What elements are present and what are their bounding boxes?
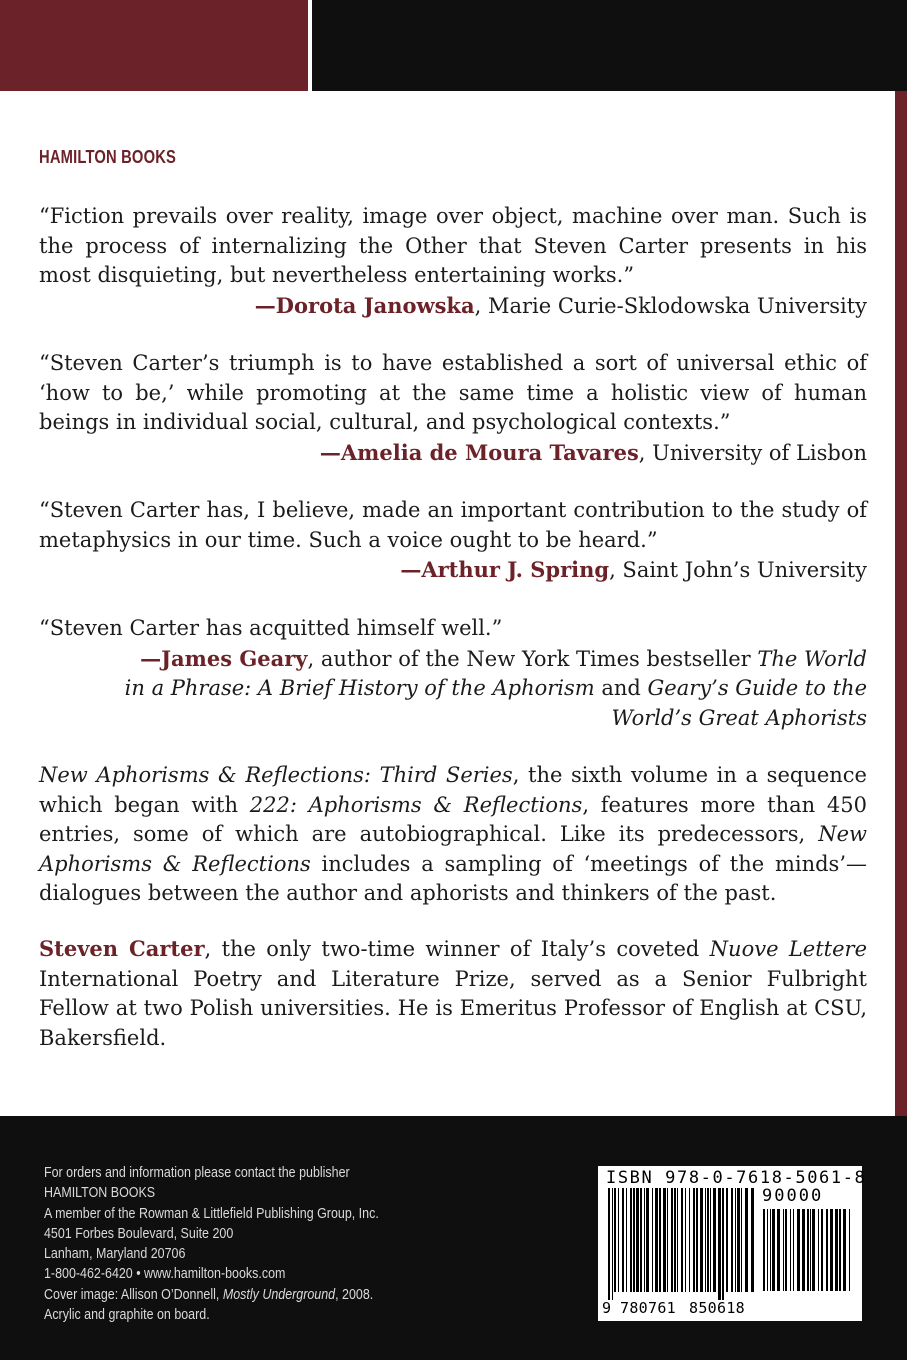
book-title-short: New Aphorisms & Reflections: [39, 822, 867, 876]
barcode-bar: [622, 1188, 624, 1292]
barcode-bar: [821, 1209, 823, 1291]
barcode-bar: [843, 1209, 846, 1291]
blurb-attribution: —Arthur J. Spring, Saint John’s University: [400, 557, 867, 582]
barcode-bar: [731, 1188, 733, 1292]
barcode-bar: [835, 1209, 838, 1291]
contact-city: Lanham, Maryland 20706: [44, 1246, 186, 1263]
barcode-bar: [713, 1188, 716, 1292]
blurb-author-name: Dorota Janowska: [275, 292, 475, 318]
blurb-3: [39, 496, 867, 586]
barcode-bar: [735, 1188, 736, 1292]
barcode-bar: [705, 1188, 706, 1292]
publisher-contact: [44, 1163, 379, 1325]
barcode-bar: [807, 1209, 809, 1291]
book-title: The World in a Phrase: A Brief History of the Aphorism: [124, 646, 867, 700]
blurb-author-name: James Geary: [161, 645, 308, 671]
barcode-bar: [689, 1188, 690, 1292]
barcode-bar: [685, 1188, 686, 1292]
barcode-bar: [726, 1188, 728, 1292]
blurb-quote: “Steven Carter’s triumph is to have established a sort of universal ethic of ‘how to be,’ while promoting at the same time a holistic view of human beings in individual social, cultural, and psychological contexts.”: [39, 351, 867, 434]
contact-address: 4501 Forbes Boulevard, Suite 200: [44, 1225, 234, 1242]
barcode-bar: [839, 1209, 841, 1291]
barcode-bar: [608, 1188, 610, 1300]
ean-barcode-bars: [606, 1188, 760, 1300]
barcode-bar: [777, 1209, 780, 1291]
barcode-bar: [674, 1188, 676, 1292]
book-title: Geary’s Guide to the World’s Great Aphorists: [611, 676, 867, 730]
barcode-bar: [630, 1188, 632, 1292]
top-black-band: [312, 0, 907, 91]
barcode-bar: [677, 1188, 678, 1292]
barcode-bar: [767, 1209, 768, 1291]
barcode-bar: [790, 1209, 791, 1291]
barcode-bar: [646, 1188, 649, 1292]
barcode-bar: [812, 1209, 815, 1291]
blurb-1: [39, 202, 867, 321]
barcode-bar: [700, 1188, 703, 1292]
barcode-bar: [663, 1188, 666, 1292]
barcode-bar: [770, 1209, 771, 1291]
blurb-quote: “Fiction prevails over reality, image over object, machine over man. Such is the process of internalizing the Other that Steven Carter presents in his most disquieting, but nevertheless entertaining works.”: [39, 204, 867, 287]
barcode-bar: [681, 1188, 683, 1292]
barcode-bar: [718, 1188, 721, 1300]
contact-line: For orders and information please contact the publisher: [44, 1165, 350, 1181]
barcode-bar: [652, 1188, 653, 1292]
barcode-bar: [763, 1209, 765, 1291]
blurb-affiliation: , Saint John’s University: [609, 558, 867, 582]
barcode-bar: [655, 1188, 658, 1292]
barcode-bar: [696, 1188, 698, 1292]
barcode-bar: [826, 1209, 828, 1291]
blurb-4: [39, 614, 867, 733]
barcode-bar: [644, 1188, 645, 1292]
barcode-bar: [693, 1188, 695, 1292]
barcode-bar: [633, 1188, 635, 1292]
prize-name: Nuove Lettere: [709, 937, 867, 961]
barcode-bar: [640, 1188, 642, 1292]
barcode-bar: [618, 1188, 619, 1292]
contact-publisher: HAMILTON BOOKS: [44, 1185, 156, 1202]
barcode-bar: [830, 1209, 833, 1291]
barcode-bar: [707, 1188, 709, 1292]
blurb-attribution: —Dorota Janowska, Marie Curie-Sklodowska University: [254, 292, 867, 318]
blurb-quote: “Steven Carter has acquitted himself well.”: [39, 616, 503, 640]
barcode-bar: [797, 1209, 800, 1291]
barcode-bar: [626, 1188, 627, 1292]
barcode-bar: [612, 1188, 613, 1300]
book-title: New Aphorisms & Reflections: Third Series: [39, 763, 513, 787]
blurb-affiliation: , University of Lisbon: [638, 440, 867, 465]
cover-medium: Acrylic and graphite on board.: [44, 1307, 210, 1324]
blurb-2: [39, 349, 867, 468]
barcode-bar: [793, 1209, 794, 1291]
top-maroon-band: [0, 0, 308, 91]
barcode-bar: [737, 1188, 740, 1292]
barcode-bar: [772, 1209, 775, 1291]
addon-barcode-bars: [761, 1209, 855, 1299]
contact-phone-web: 1-800-462-6420 • www.hamilton-books.com: [44, 1266, 286, 1283]
blurb-author-name: Amelia de Moura Tavares: [340, 439, 639, 465]
price-code: 90000: [762, 1186, 824, 1206]
barcode-bar: [667, 1188, 668, 1292]
author-name: Steven Carter: [39, 936, 205, 961]
blurb-quote: “Steven Carter has, I believe, made an important contribution to the study of metaphysics in our time. Such a voice ought to be heard.”: [39, 498, 867, 552]
blurb-attribution: —Amelia de Moura Tavares, University of Lisbon: [319, 439, 867, 465]
barcode-bar: [710, 1188, 711, 1292]
book-description: New Aphorisms & Reflections: Third Series, the sixth volume in a sequence which began with 222: Aphorisms & Reflections, features more than 450 entries, some of which are autobiographical. Like its predecessors, New Aphorisms & Reflections includes a sampling of ‘meetings of the minds’—dialogues between the author and aphorists and thinkers of the past.: [39, 763, 867, 905]
barcode-bar: [636, 1188, 639, 1292]
barcode-bar: [741, 1188, 742, 1292]
barcode-bar: [745, 1188, 748, 1292]
barcode-bar: [849, 1209, 850, 1291]
isbn-barcode: ISBN 978-0-7618-5061-8 90000 9 780761 850618: [598, 1166, 862, 1321]
prior-book-title: 222: Aphorisms & Reflections: [249, 792, 583, 817]
right-edge-strip: [895, 91, 907, 1116]
publisher-label: HAMILTON BOOKS: [39, 147, 177, 167]
cover-credit: Cover image: Allison O’Donnell, Mostly Underground, 2008.: [44, 1286, 374, 1303]
barcode-bar: [614, 1188, 616, 1292]
blurb-affiliation: , Marie Curie-Sklodowska University: [474, 293, 867, 318]
barcode-bar: [785, 1209, 787, 1291]
barcode-bar: [671, 1188, 673, 1292]
barcode-bar: [810, 1209, 811, 1291]
contact-line: A member of the Rowman & Littlefield Publishing Group, Inc.: [44, 1205, 379, 1222]
isbn-number: ISBN 978-0-7618-5061-8: [606, 1168, 867, 1188]
blurb-author-name: Arthur J. Spring: [421, 557, 610, 582]
barcode-bar: [751, 1188, 754, 1292]
blurb-attribution: —James Geary, author of the New York Times bestseller The World in a Phrase: A Brief History of the Aphorism and Geary’s Guide to the World’s Great Aphorists: [124, 645, 867, 730]
barcode-bar: [722, 1188, 724, 1300]
barcode-bar: [783, 1209, 784, 1291]
barcode-bar: [802, 1209, 805, 1291]
author-bio: Steven Carter, the only two-time winner of Italy’s coveted Nuove Lettere International Poetry and Literature Prize, served as a Senior Fulbright Fellow at two Polish universities. He is Emeritus Professor of English at CSU, Bakersfield.: [39, 936, 867, 1050]
barcode-bar: [818, 1209, 819, 1291]
barcode-bar: [659, 1188, 661, 1292]
